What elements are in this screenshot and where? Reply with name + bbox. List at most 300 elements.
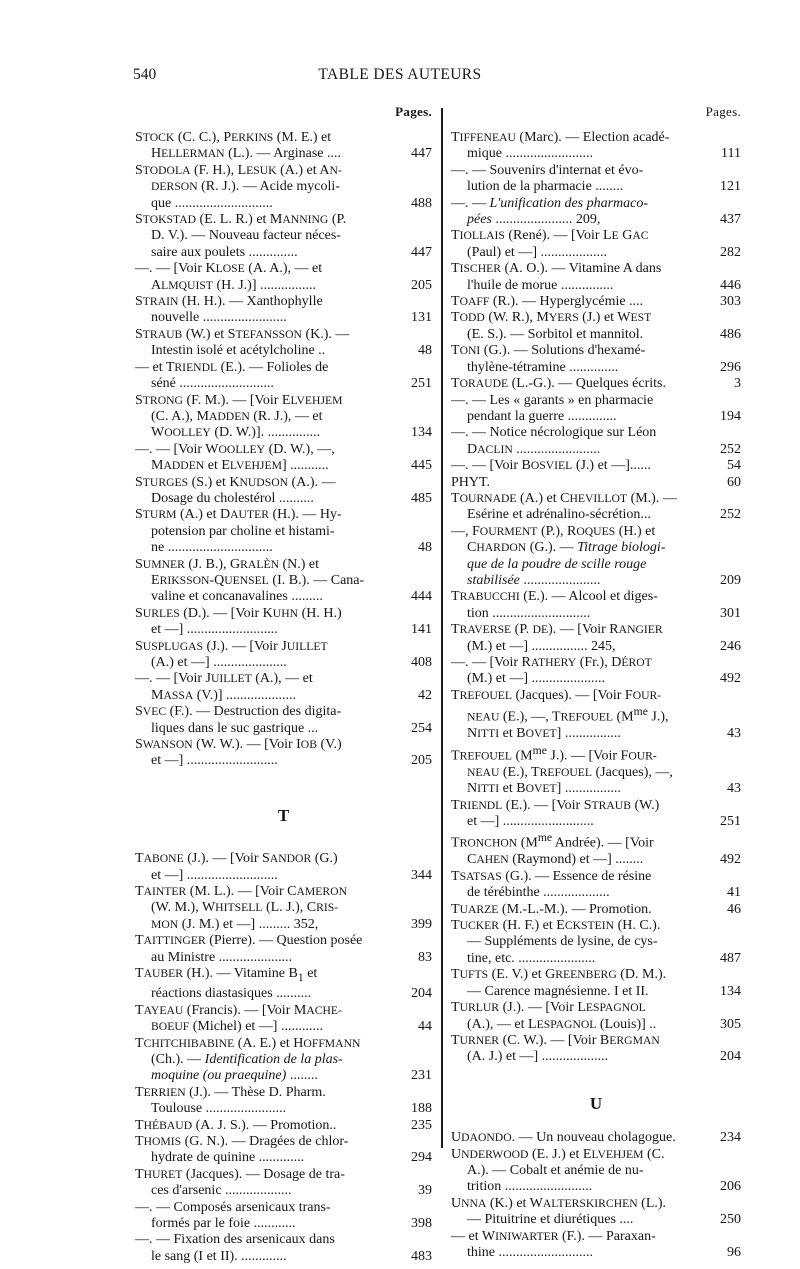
entry-line (135, 442, 432, 458)
entry-line (135, 1183, 432, 1199)
entry-line (451, 589, 741, 605)
index-entry (135, 1232, 432, 1265)
entry-line (135, 327, 432, 343)
index-entry (451, 798, 741, 831)
index-entry (135, 1118, 432, 1134)
entry-text: —. — Souvenirs d'internat et évo- (451, 162, 644, 178)
index-entry (451, 967, 741, 1000)
entry-text: (A. J.) et —] ................... (467, 1049, 609, 1065)
page-reference: 445 (411, 458, 432, 474)
entry-line (451, 1000, 741, 1016)
entry-text: STURM (A.) et DAUTER (H.). — Hy- (135, 507, 342, 523)
entry-line (135, 163, 432, 179)
index-entry (135, 704, 432, 737)
index-entry (451, 228, 741, 261)
entry-line (451, 179, 741, 195)
entry-line (451, 310, 741, 326)
entry-text: SWANSON (W. W.). — [Voir IOB (V.) (135, 737, 342, 753)
entry-line (451, 376, 741, 392)
entry-line (451, 163, 741, 179)
entry-line (451, 1017, 741, 1033)
entry-text: PHYT. (451, 474, 491, 490)
entry-text: TCHITCHIBABINE (A. E.) et HOFFMANN (135, 1035, 361, 1051)
entry-text: —. — [Voir RATHERY (Fr.), DÉROT (451, 655, 652, 670)
entry-line (135, 1101, 432, 1117)
entry-text: réactions diastasiques .......... (151, 986, 312, 1002)
page-reference: 111 (721, 146, 741, 162)
page-reference: 43 (727, 726, 741, 742)
entry-text: CHARDON (G.). — Titrage biologi- (467, 540, 666, 556)
entry-line (451, 1212, 741, 1228)
page-reference: 282 (720, 244, 741, 260)
entry-line (135, 655, 432, 671)
index-entry (451, 475, 741, 491)
index-entry (451, 1229, 741, 1262)
page-reference: 209 (720, 572, 741, 588)
index-entry (135, 1134, 432, 1167)
page-reference: 294 (411, 1150, 432, 1166)
entry-text: ne .............................. (151, 540, 273, 556)
entry-line (135, 900, 432, 916)
entry-text: (M.) et —] ..................... (467, 671, 606, 687)
entry-text: tion ............................ (467, 605, 591, 621)
entry-line (135, 884, 432, 900)
entry-text: TIOLLAIS (René). — [Voir LE GAC (451, 228, 649, 244)
entry-text: saire aux poulets .............. (151, 244, 298, 260)
entry-text: — et TRIENDL (E.). — Folioles de (135, 359, 329, 375)
page-reference: 96 (727, 1244, 741, 1260)
page-reference: 444 (411, 589, 432, 605)
entry-text: liques dans le suc gastrique ... (151, 720, 319, 736)
entry-text: SUMNER (J. B.), GRALÈN (N.) et (135, 556, 320, 572)
entry-line (451, 524, 741, 540)
entry-line (451, 869, 741, 885)
entry-line (135, 573, 432, 589)
entry-line (135, 868, 432, 884)
entry-line (451, 743, 741, 765)
entry-line (135, 986, 432, 1002)
entry-line (135, 310, 432, 326)
column-divider (441, 108, 443, 1148)
entry-text: potension par choline et histami- (151, 523, 335, 539)
entry-text: de térébinthe ................... (467, 885, 610, 901)
entry-line (135, 851, 432, 867)
page-reference: 134 (411, 425, 432, 441)
index-entry (135, 606, 432, 639)
entry-text: —. — Notice nécrologique sur Léon (451, 425, 657, 441)
entry-line (135, 376, 432, 392)
entry-line (451, 814, 741, 830)
entry-text: —. — L'unification des pharmaco- (451, 195, 649, 211)
page-header (0, 66, 800, 90)
page-reference: 43 (727, 781, 741, 797)
author-entries-t (135, 851, 432, 1265)
entry-text: NEAU (E.), —, TREFOUEL ($M^{me}$ J.), (467, 705, 669, 725)
entry-line (135, 589, 432, 605)
page-reference: 483 (411, 1248, 432, 1264)
entry-text: mique ......................... (467, 146, 593, 162)
entry-line (135, 294, 432, 310)
entry-text: et —] .......................... (151, 867, 278, 883)
entry-text: TAITTINGER (Pierre). — Question posée (135, 933, 363, 949)
entry-text: STRAIN (H. H.). — Xanthophylle (135, 294, 323, 310)
index-entry (451, 524, 741, 590)
entry-text: TUFTS (E. V.) et GREENBERG (D. M.). (451, 967, 667, 983)
entry-text: DACLIN ........................ (467, 441, 601, 457)
entry-line (135, 1019, 432, 1035)
entry-text: Dosage du cholestérol .......... (151, 490, 314, 506)
entry-text: et —] .......................... (467, 813, 594, 829)
entry-line (135, 146, 432, 162)
entry-text: (Paul) et —] ................... (467, 244, 607, 260)
entry-text: TISCHER (A. O.). — Vitamine A dans (451, 261, 662, 277)
pages-column-label: Pages. (395, 104, 432, 119)
page-reference: 48 (418, 540, 432, 556)
entry-text: STURGES (S.) et KNUDSON (A.). — (135, 474, 336, 490)
index-entry (135, 737, 432, 770)
index-entry (135, 130, 432, 163)
page-reference: 447 (411, 146, 432, 162)
page-reference: 205 (411, 277, 432, 293)
entry-text: TURNER (C. W.). — [Voir BERGMAN (451, 1032, 660, 1048)
index-entry (135, 442, 432, 475)
page-reference: 204 (411, 986, 432, 1002)
entry-text: — Suppléments de lysine, de cys- (467, 934, 658, 950)
entry-text: — et WINIWARTER (F.). — Paraxan- (451, 1228, 656, 1244)
entry-text: —. — [Voir KLOSE (A. A.), — et (135, 261, 323, 277)
entry-line (451, 540, 741, 556)
entry-text: SVEC (F.). — Destruction des digita- (135, 704, 342, 720)
entry-text: (C. A.), MADDEN (R. J.), — et (151, 408, 323, 424)
page-number: 540 (133, 66, 157, 83)
entry-line (135, 458, 432, 474)
entry-text: —. — [Voir WOOLLEY (D. W.), —, (135, 441, 335, 457)
page-reference: 44 (418, 1019, 432, 1035)
index-entry (451, 589, 741, 622)
page-reference: 206 (720, 1179, 741, 1195)
index-entry (135, 1085, 432, 1118)
page-reference: 492 (720, 671, 741, 687)
entry-line (135, 425, 432, 441)
entry-text: nouvelle ........................ (151, 310, 287, 326)
index-entry (451, 425, 741, 458)
index-entry (451, 196, 741, 229)
page-reference: 252 (720, 507, 741, 523)
entry-line (451, 409, 741, 425)
index-entry (451, 1196, 741, 1229)
entry-line (135, 1068, 432, 1084)
entry-text: que ............................ (151, 195, 273, 211)
index-entry (135, 639, 432, 672)
index-entry (135, 327, 432, 360)
entry-line (135, 1052, 432, 1068)
entry-text: ERIKSSON-QUENSEL (I. B.). — Cana- (151, 572, 365, 588)
entry-line (135, 360, 432, 376)
entry-text: STRAUB (W.) et STEFANSSON (K.). — (135, 326, 350, 342)
entry-text: Esérine et adrénalino-sécrétion... (467, 507, 651, 523)
entry-line (451, 278, 741, 294)
index-entry (135, 1167, 432, 1200)
entry-line (135, 491, 432, 507)
entry-text: D. V.). — Nouveau facteur néces- (151, 228, 341, 244)
entry-text: —. — Fixation des arsenicaux dans (135, 1232, 335, 1248)
entry-text: —. — [Voir JUILLET (A.), — et (135, 671, 313, 687)
entry-line (451, 196, 741, 212)
section-letter-t: T (277, 805, 290, 825)
entry-line (451, 343, 741, 359)
entry-line (135, 212, 432, 228)
entry-line (135, 1118, 432, 1134)
index-entry (135, 212, 432, 261)
page-reference: 246 (720, 638, 741, 654)
index-entry (135, 294, 432, 327)
entry-text: MADDEN et ELVEHJEM] ........... (151, 458, 329, 474)
entry-line (451, 557, 741, 573)
entry-line (135, 606, 432, 622)
entry-text: —, FOURMENT (P.), ROQUES (H.) et (451, 523, 656, 539)
index-entry (135, 884, 432, 933)
entry-line (135, 245, 432, 261)
entry-line (451, 130, 741, 146)
index-entry (135, 507, 432, 556)
index-entry (451, 830, 741, 868)
page-reference: 303 (720, 294, 741, 310)
entry-line (451, 1179, 741, 1195)
index-entry (451, 310, 741, 343)
entry-line (451, 327, 741, 343)
entry-text: thine ........................... (467, 1244, 593, 1260)
index-entry (135, 557, 432, 606)
entry-text: au Ministre ..................... (151, 949, 293, 965)
index-entry (451, 902, 741, 918)
entry-text: STOKSTAD (E. L. R.) et MANNING (P. (135, 212, 347, 228)
entry-line (135, 179, 432, 195)
entry-line (451, 852, 741, 868)
section-letter-u: U (589, 1093, 603, 1113)
page-reference: 48 (418, 343, 432, 359)
entry-line (451, 1245, 741, 1261)
index-entry (135, 393, 432, 442)
index-entry (135, 966, 432, 1003)
entry-line (451, 1229, 741, 1245)
entry-text: TRAVERSE (P. DE). — [Voir RANGIER (451, 622, 663, 638)
page-reference: 252 (720, 441, 741, 457)
entry-line (451, 1033, 741, 1049)
author-entries-t-continued (451, 130, 741, 1066)
entry-text: TURLUR (J.). — [Voir LESPAGNOL (451, 1000, 646, 1016)
entry-text: MON (J. M.) et —] ......... 352, (151, 916, 319, 932)
entry-line (451, 655, 741, 671)
entry-text: Toulouse ....................... (151, 1101, 287, 1117)
entry-line (451, 765, 741, 781)
index-entry (451, 1000, 741, 1033)
entry-line (451, 507, 741, 523)
entry-text: THURET (Jacques). — Dosage de tra- (135, 1166, 345, 1182)
index-entry (451, 655, 741, 688)
entry-line (451, 606, 741, 622)
page-reference: 251 (411, 376, 432, 392)
page-reference: 446 (720, 277, 741, 293)
page-reference: 251 (720, 813, 741, 829)
entry-line (135, 196, 432, 212)
index-entry (451, 294, 741, 310)
index-entry (451, 622, 741, 655)
entry-text: trition ......................... (467, 1179, 593, 1195)
entry-line (451, 704, 741, 726)
entry-line (135, 130, 432, 146)
page-reference: 134 (720, 983, 741, 999)
entry-text: TIFFENEAU (Marc). — Election acadé- (451, 130, 670, 145)
entry-text: TSATSAS (G.). — Essence de résine (451, 868, 652, 884)
entry-line (135, 704, 432, 720)
entry-text: ces d'arsenic ................... (151, 1183, 292, 1199)
page-reference: 42 (418, 687, 432, 703)
entry-line (451, 951, 741, 967)
page-reference: 254 (411, 720, 432, 736)
entry-line (451, 639, 741, 655)
page-reference: 250 (720, 1212, 741, 1228)
entry-text: DERSON (R. J.). — Acide mycoli- (151, 179, 340, 195)
index-entry (451, 343, 741, 376)
entry-line (135, 524, 432, 540)
entry-text: STODOLA (F. H.), LESUK (A.) et AN- (135, 162, 342, 178)
entry-line (451, 726, 741, 742)
entry-line (451, 984, 741, 1000)
entry-line (451, 688, 741, 704)
index-entry (451, 1130, 741, 1146)
entry-line (135, 557, 432, 573)
entry-text: thylène-tétramine .............. (467, 359, 619, 375)
index-entry (451, 261, 741, 294)
entry-line (451, 830, 741, 852)
entry-text: TAYEAU (Francis). — [Voir MACHE- (135, 1002, 342, 1018)
entry-line (451, 360, 741, 376)
entry-line (451, 212, 741, 228)
entry-text: UNNA (K.) et WALTERSKIRCHEN (L.). (451, 1195, 667, 1211)
page-reference: 235 (411, 1117, 432, 1133)
index-entry (135, 1003, 432, 1036)
entry-line (451, 781, 741, 797)
page-reference: 60 (727, 474, 741, 490)
page-reference: 305 (720, 1016, 741, 1032)
page-reference: 344 (411, 867, 432, 883)
entry-text: THÉBAUD (A. J. S.). — Promotion.. (135, 1117, 337, 1133)
page-reference: 131 (411, 310, 432, 326)
page-reference: 234 (720, 1130, 741, 1146)
index-entry (135, 1200, 432, 1233)
entry-text: TUARZE (M.-L.-M.). — Promotion. (451, 901, 652, 917)
page-reference: 205 (411, 753, 432, 769)
entry-line (135, 228, 432, 244)
pages-column-label: Pages. (705, 104, 741, 119)
entry-line (451, 573, 741, 589)
index-entry (451, 491, 741, 524)
entry-text: TREFOUEL ($M^{me}$ J.). — [Voir FOUR- (451, 743, 657, 764)
entry-text: pendant la guerre .............. (467, 408, 617, 424)
entry-text: WOOLLEY (D. W.)]. ............... (151, 425, 321, 441)
entry-text: CAHEN (Raymond) et —] ........ (467, 852, 644, 868)
entry-line (135, 933, 432, 949)
entry-text: pées ...................... 209, (467, 212, 601, 228)
entry-line (451, 228, 741, 244)
entry-line (135, 1036, 432, 1052)
page-reference: 46 (727, 901, 741, 917)
entry-line (135, 966, 432, 986)
entry-text: (W. M.), WHITSELL (L. J.), CRIS- (151, 900, 339, 916)
index-entry (135, 1036, 432, 1085)
page-reference: 41 (727, 885, 741, 901)
index-entry (451, 1033, 741, 1066)
entry-line (451, 245, 741, 261)
entry-text: HELLERMAN (L.). — Arginase .... (151, 146, 341, 162)
entry-line (135, 278, 432, 294)
page-reference: 194 (720, 408, 741, 424)
page-reference: 141 (411, 622, 432, 638)
page-reference: 121 (720, 179, 741, 195)
entry-line (451, 1049, 741, 1065)
page-reference: 437 (720, 212, 741, 228)
entry-line (135, 1249, 432, 1265)
entry-text: TONI (G.). — Solutions d'hexamé- (451, 343, 646, 359)
index-entry (451, 1147, 741, 1196)
entry-text: UDAONDO. — Un nouveau cholagogue. (451, 1130, 676, 1146)
entry-line (135, 688, 432, 704)
entry-text: séné ........................... (151, 376, 274, 392)
entry-text: STRONG (F. M.). — [Voir ELVEHJEM (135, 392, 343, 408)
entry-line (451, 146, 741, 162)
entry-text: TOURNADE (A.) et CHEVILLOT (M.). — (451, 490, 677, 506)
entry-text: NITTI et BOVET] ................ (467, 726, 621, 742)
entry-line (135, 917, 432, 933)
entry-text: STOCK (C. C.), PERKINS (M. E.) et (135, 130, 332, 145)
page-reference: 408 (411, 655, 432, 670)
running-title: TABLE DES AUTEURS (318, 66, 482, 83)
page-reference: 399 (411, 916, 432, 932)
entry-line (135, 1085, 432, 1101)
entry-text: —. — [Voir BOSVIEL (J.) et —]...... (451, 458, 651, 474)
entry-line (451, 798, 741, 814)
entry-text: formés par le foie ............ (151, 1215, 296, 1231)
entry-line (451, 491, 741, 507)
page-reference: 486 (720, 326, 741, 342)
index-entry (451, 376, 741, 392)
entry-text: TRONCHON ($M^{me}$ Andrée). — [Voir (451, 831, 654, 852)
entry-text: TORAUDE (L.-G.). — Quelques écrits. (451, 376, 666, 392)
entry-text: (M.) et —] ................ 245, (467, 638, 616, 654)
entry-text: TOAFF (R.). — Hyperglycémie .... (451, 294, 644, 310)
index-entry (135, 851, 432, 884)
entry-line (135, 1200, 432, 1216)
entry-text: valine et concanavalines ......... (151, 589, 323, 605)
entry-line (451, 622, 741, 638)
index-entry (451, 458, 741, 474)
entry-text: THOMIS (G. N.). — Dragées de chlor- (135, 1133, 349, 1149)
entry-text: UNDERWOOD (E. J.) et ELVEHJEM (C. (451, 1146, 665, 1162)
entry-line (451, 671, 741, 687)
entry-line (135, 639, 432, 655)
page-reference: 39 (418, 1183, 432, 1199)
entry-text: ALMQUIST (H. J.)] ................ (151, 277, 316, 293)
index-entry (135, 671, 432, 704)
entry-text: (A.), — et LESPAGNOL (Louis)] .. (467, 1016, 657, 1032)
entry-line (451, 967, 741, 983)
entry-line (135, 343, 432, 359)
entry-line (135, 622, 432, 638)
entry-text: l'huile de morue ............... (467, 277, 614, 293)
page-reference: 204 (720, 1049, 741, 1065)
page-reference: 231 (411, 1068, 432, 1084)
entry-text: tine, etc. ...................... (467, 950, 596, 966)
